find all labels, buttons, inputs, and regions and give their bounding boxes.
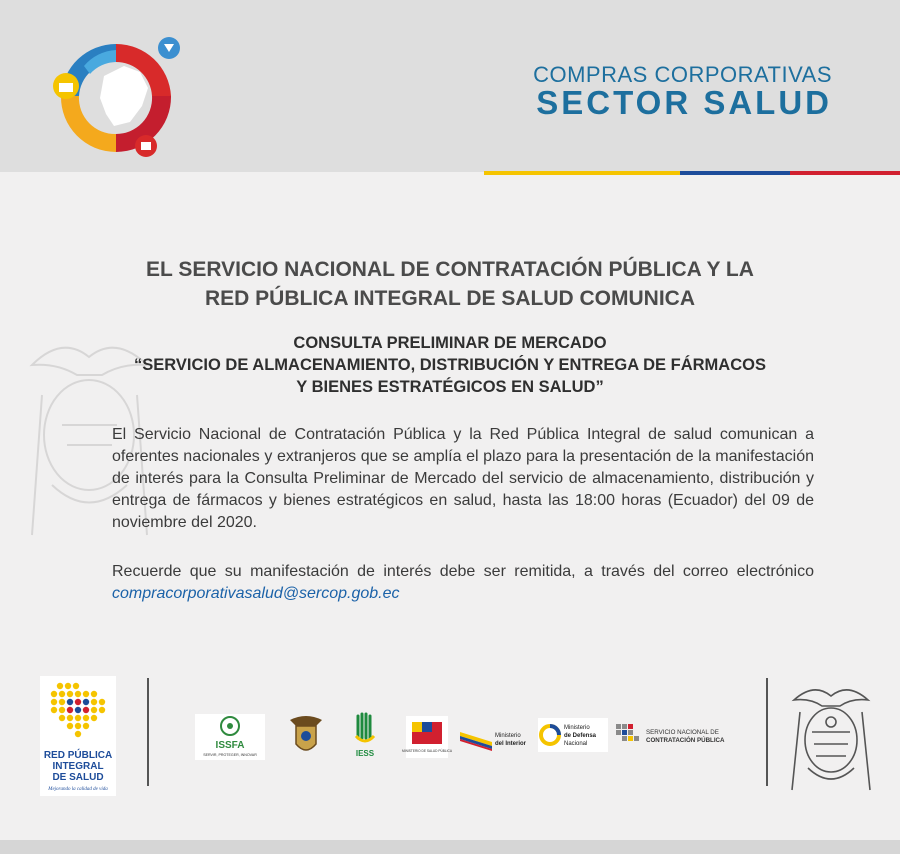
title-line2: RED PÚBLICA INTEGRAL DE SALUD COMUNICA — [204, 287, 695, 310]
msp-logo — [402, 716, 452, 758]
announcement-body: El Servicio Nacional de Contratación Pública y la Red Pública Integral de salud comunican a oferentes nacionales y extranjeros que se amplía el plazo para la presentación de la manifestación de interés para la Consulta Preliminar de Mercado del servicio de almacenamiento, distribución y entrega de fármacos y bienes estratégicos en salud, hasta las 18:00 horas (Ecuador) del 09 de noviembre del 2020. — [112, 426, 814, 531]
stripe-yellow — [484, 171, 680, 175]
compras-corporativas-logo — [44, 36, 188, 160]
compras-corporativas-brand — [533, 64, 832, 120]
ministerio-interior-logo — [458, 720, 530, 752]
brand-line1: COMPRAS CORPORATIVAS — [533, 62, 832, 87]
issfa-sub: SERVIR, PROTEGER, INNOVAR — [203, 753, 257, 757]
title-line1: EL SERVICIO NACIONAL DE CONTRATACIÓN PÚBLICA Y LA — [146, 258, 754, 281]
ecuador-coat-of-arms-icon — [786, 682, 876, 794]
red-publica-integral-logo — [40, 676, 116, 796]
msp-sub: MINISTERIO DE SALUD PÚBLICA — [402, 749, 452, 753]
announcement-title — [80, 255, 820, 313]
iess-logo — [352, 712, 378, 760]
header-banner — [0, 0, 900, 172]
footer-divider-right — [766, 678, 768, 786]
footer-divider-left — [147, 678, 149, 786]
subtitle-line1: CONSULTA PRELIMINAR DE MERCADO — [293, 334, 607, 352]
defensa-line3: Nacional — [564, 741, 588, 747]
subtitle-line3: Y BIENES ESTRATÉGICOS EN SALUD” — [296, 378, 604, 396]
issfa-logo — [195, 714, 265, 760]
stripe-blue — [680, 171, 790, 175]
bottom-bar — [0, 840, 900, 854]
reminder-paragraph — [112, 561, 814, 605]
interior-line2: del Interior — [495, 741, 527, 747]
iess-text: IESS — [355, 749, 375, 758]
rpis-line2: INTEGRAL — [52, 761, 104, 772]
subtitle-line2: “SERVICIO DE ALMACENAMIENTO, DISTRIBUCIÓN Y ENTREGA DE FÁRMACOS — [134, 356, 766, 374]
rpis-line3: DE SALUD — [52, 772, 104, 783]
contact-email-link[interactable]: compracorporativasalud@sercop.gob.ec — [112, 585, 400, 602]
rpis-line1: RED PÚBLICA — [43, 750, 113, 761]
interior-line1: Ministerio — [495, 733, 521, 739]
issfa-text: ISSFA — [215, 740, 245, 751]
brand-line2: SECTOR SALUD — [536, 84, 832, 121]
sercop-logo — [614, 722, 742, 748]
reminder-text: Recuerde que su manifestación de interés debe ser remitida, a través del correo electrónico — [112, 563, 814, 580]
police-emblem-icon — [288, 714, 324, 758]
defensa-line1: Ministerio — [564, 725, 590, 731]
rpis-tagline: Mejorando la calidad de vida — [48, 787, 108, 792]
sercop-line1: SERVICIO NACIONAL DE — [646, 729, 719, 736]
defensa-line2: de Defensa — [564, 733, 597, 739]
consultation-subtitle — [80, 332, 820, 398]
sercop-line2: CONTRATACIÓN PÚBLICA — [646, 737, 725, 744]
ministerio-defensa-logo — [538, 718, 608, 752]
stripe-red — [790, 171, 900, 175]
